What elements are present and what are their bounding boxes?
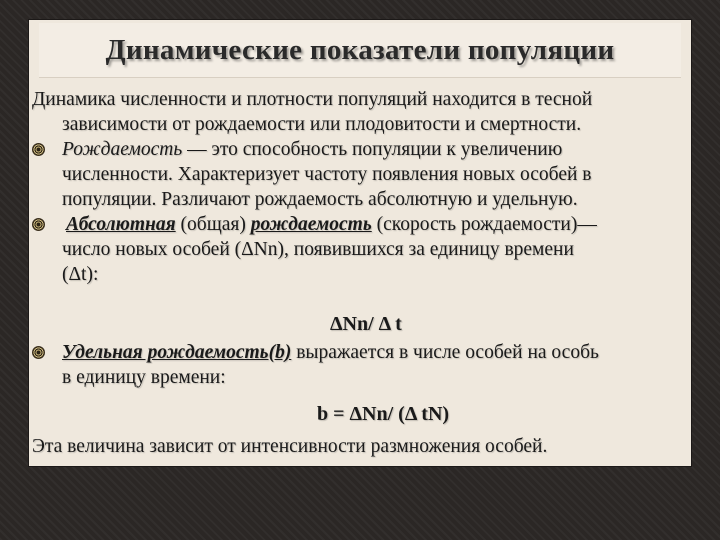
intro-line-1: Динамика численности и плотности популяций находится в тесной xyxy=(32,89,593,110)
bullet-absolute-text xyxy=(62,212,684,287)
outro-line: Эта величина зависит от интенсивности размножения особей. xyxy=(32,436,548,457)
bullet-1-line-1 xyxy=(62,137,684,162)
term-birth-rate: Рождаемость xyxy=(62,139,183,160)
term-absolute: Абсолютная xyxy=(66,214,176,235)
bullet-3-line-1-rest: выражается в числе особей на особь xyxy=(291,342,599,363)
bullet-3-line-1 xyxy=(62,340,684,365)
bullet-birth-rate-text xyxy=(62,137,684,212)
bullet-3-line-2: в единицу времени: xyxy=(62,367,226,388)
bullet-icon xyxy=(32,218,45,231)
content-area xyxy=(29,84,691,466)
bullet-1-line-2: численности. Характеризует частоту появления новых особей в xyxy=(62,164,592,185)
slide xyxy=(29,20,691,466)
bullet-1-line-3: популяции. Различают рождаемость абсолютную и удельную. xyxy=(62,189,578,210)
term-general: (общая) xyxy=(175,214,251,235)
bullet-2-line-1-rest: (скорость рождаемости)— xyxy=(371,214,597,235)
intro-paragraph xyxy=(32,87,682,137)
slide-title: Динамические показатели популяции xyxy=(105,33,615,66)
term-birth-rate-2: рождаемость xyxy=(250,214,372,235)
bullet-icon xyxy=(32,143,45,156)
bullet-icon xyxy=(32,346,45,359)
formula-absolute: ΔNn/ Δ t xyxy=(330,313,402,335)
bullet-specific-text xyxy=(62,340,684,390)
term-specific-birth-rate: Удельная рождаемость(b) xyxy=(62,342,292,363)
intro-line-2: зависимости от рождаемости или плодовитости и смертности. xyxy=(62,114,582,135)
outro-paragraph xyxy=(32,434,682,459)
title-box xyxy=(39,23,681,78)
formula-specific: b = ΔNn/ (Δ tN) xyxy=(317,403,450,425)
bullet-2-line-1 xyxy=(62,212,684,237)
bullet-1-line-1-rest: — это способность популяции к увеличению xyxy=(182,139,563,160)
bullet-2-line-2: число новых особей (ΔNn), появившихся за единицу времени xyxy=(62,239,574,260)
bullet-2-line-3: (Δt): xyxy=(62,264,99,285)
